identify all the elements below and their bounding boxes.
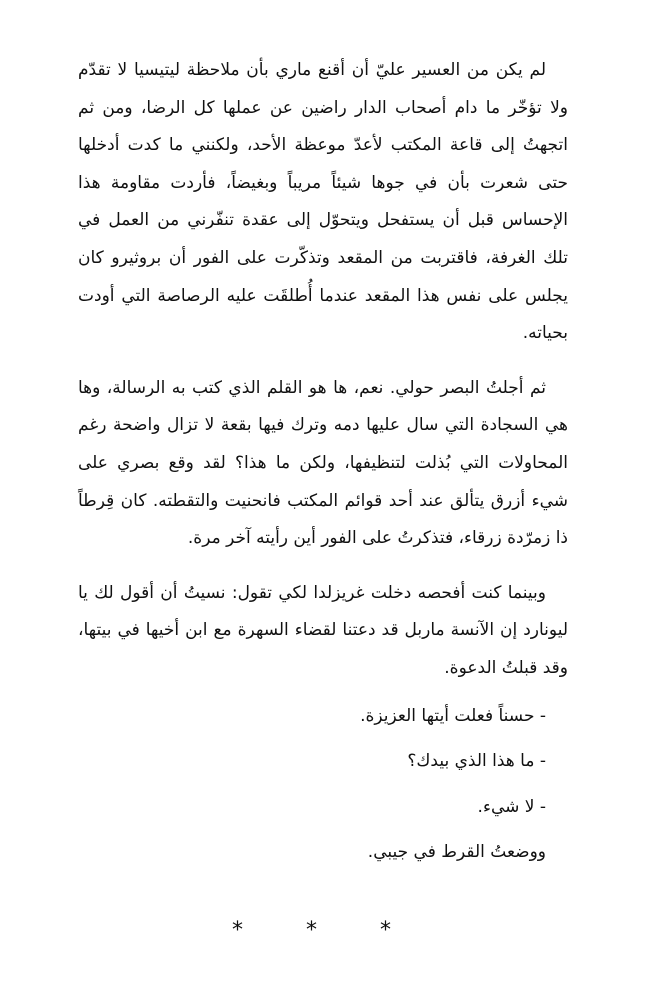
- book-page-text: [78, 52, 568, 872]
- paragraph-griselda-enters: وبينما كنت أفحصه دخلت غريزلدا لكي تقول: نسيتُ أن أقول لك يا ليونارد إن الآنسة ماربل قد دعتنا لقضاء السهرة مع ابن أخيها في بيتها، وقد قبلتُ الدعوة.: [78, 582, 568, 678]
- paragraph-earring-found: ثم أجلتُ البصر حولي. نعم، ها هو القلم الذي كتب به الرسالة، وها هي السجادة التي سال عليها دمه وترك فيها بقعة لا تزال واضحة رغم المحاولات التي بُذلت لتنظيفها، ولكن ما هذا؟ لقد وقع بصري على شيء أزرق يتألق عند أحد قوائم المكتب فانحنيت والتقطته. كان قِرطاً ذا زمرّدة زرقاء، فتذكرتُ على الفور أين رأيته آخر مرة.: [78, 377, 568, 549]
- dialogue-line-2: - ما هذا الذي بيدك؟: [407, 751, 546, 772]
- dialogue-line-3: - لا شيء.: [477, 796, 546, 817]
- section-separator: * * *: [232, 918, 419, 943]
- paragraph-office-feeling: لم يكن من العسير عليّ أن أقنع ماري بأن ملاحظة ليتيسيا لا تقدّم ولا تؤخّر ما دام أصحاب الدار راضين عن عملها كل الرضا، ومن ثم اتجهتُ إلى قاعة المكتب لأعدّ موعظة الأحد، ولكنني ما كدت أدخلها حتى شعرت بأن في جوها شيئاً مريباً وبغيضاً، فأردت مقاومة هذا الإحساس قبل أن يستفحل ويتحوّل إلى عقدة تنفّرني من العمل في تلك الغرفة، فاقتربت من المقعد وتذكّرت على الفور أن بروثيرو كان يجلس على نفس هذا المقعد عندما أُطلقَت عليه الرصاصة التي أودت بحياته.: [78, 60, 568, 344]
- dialogue-line-1: - حسناً فعلت أيتها العزيزة.: [360, 705, 546, 726]
- paragraph-closing: ووضعتُ القرط في جيبي.: [367, 842, 546, 863]
